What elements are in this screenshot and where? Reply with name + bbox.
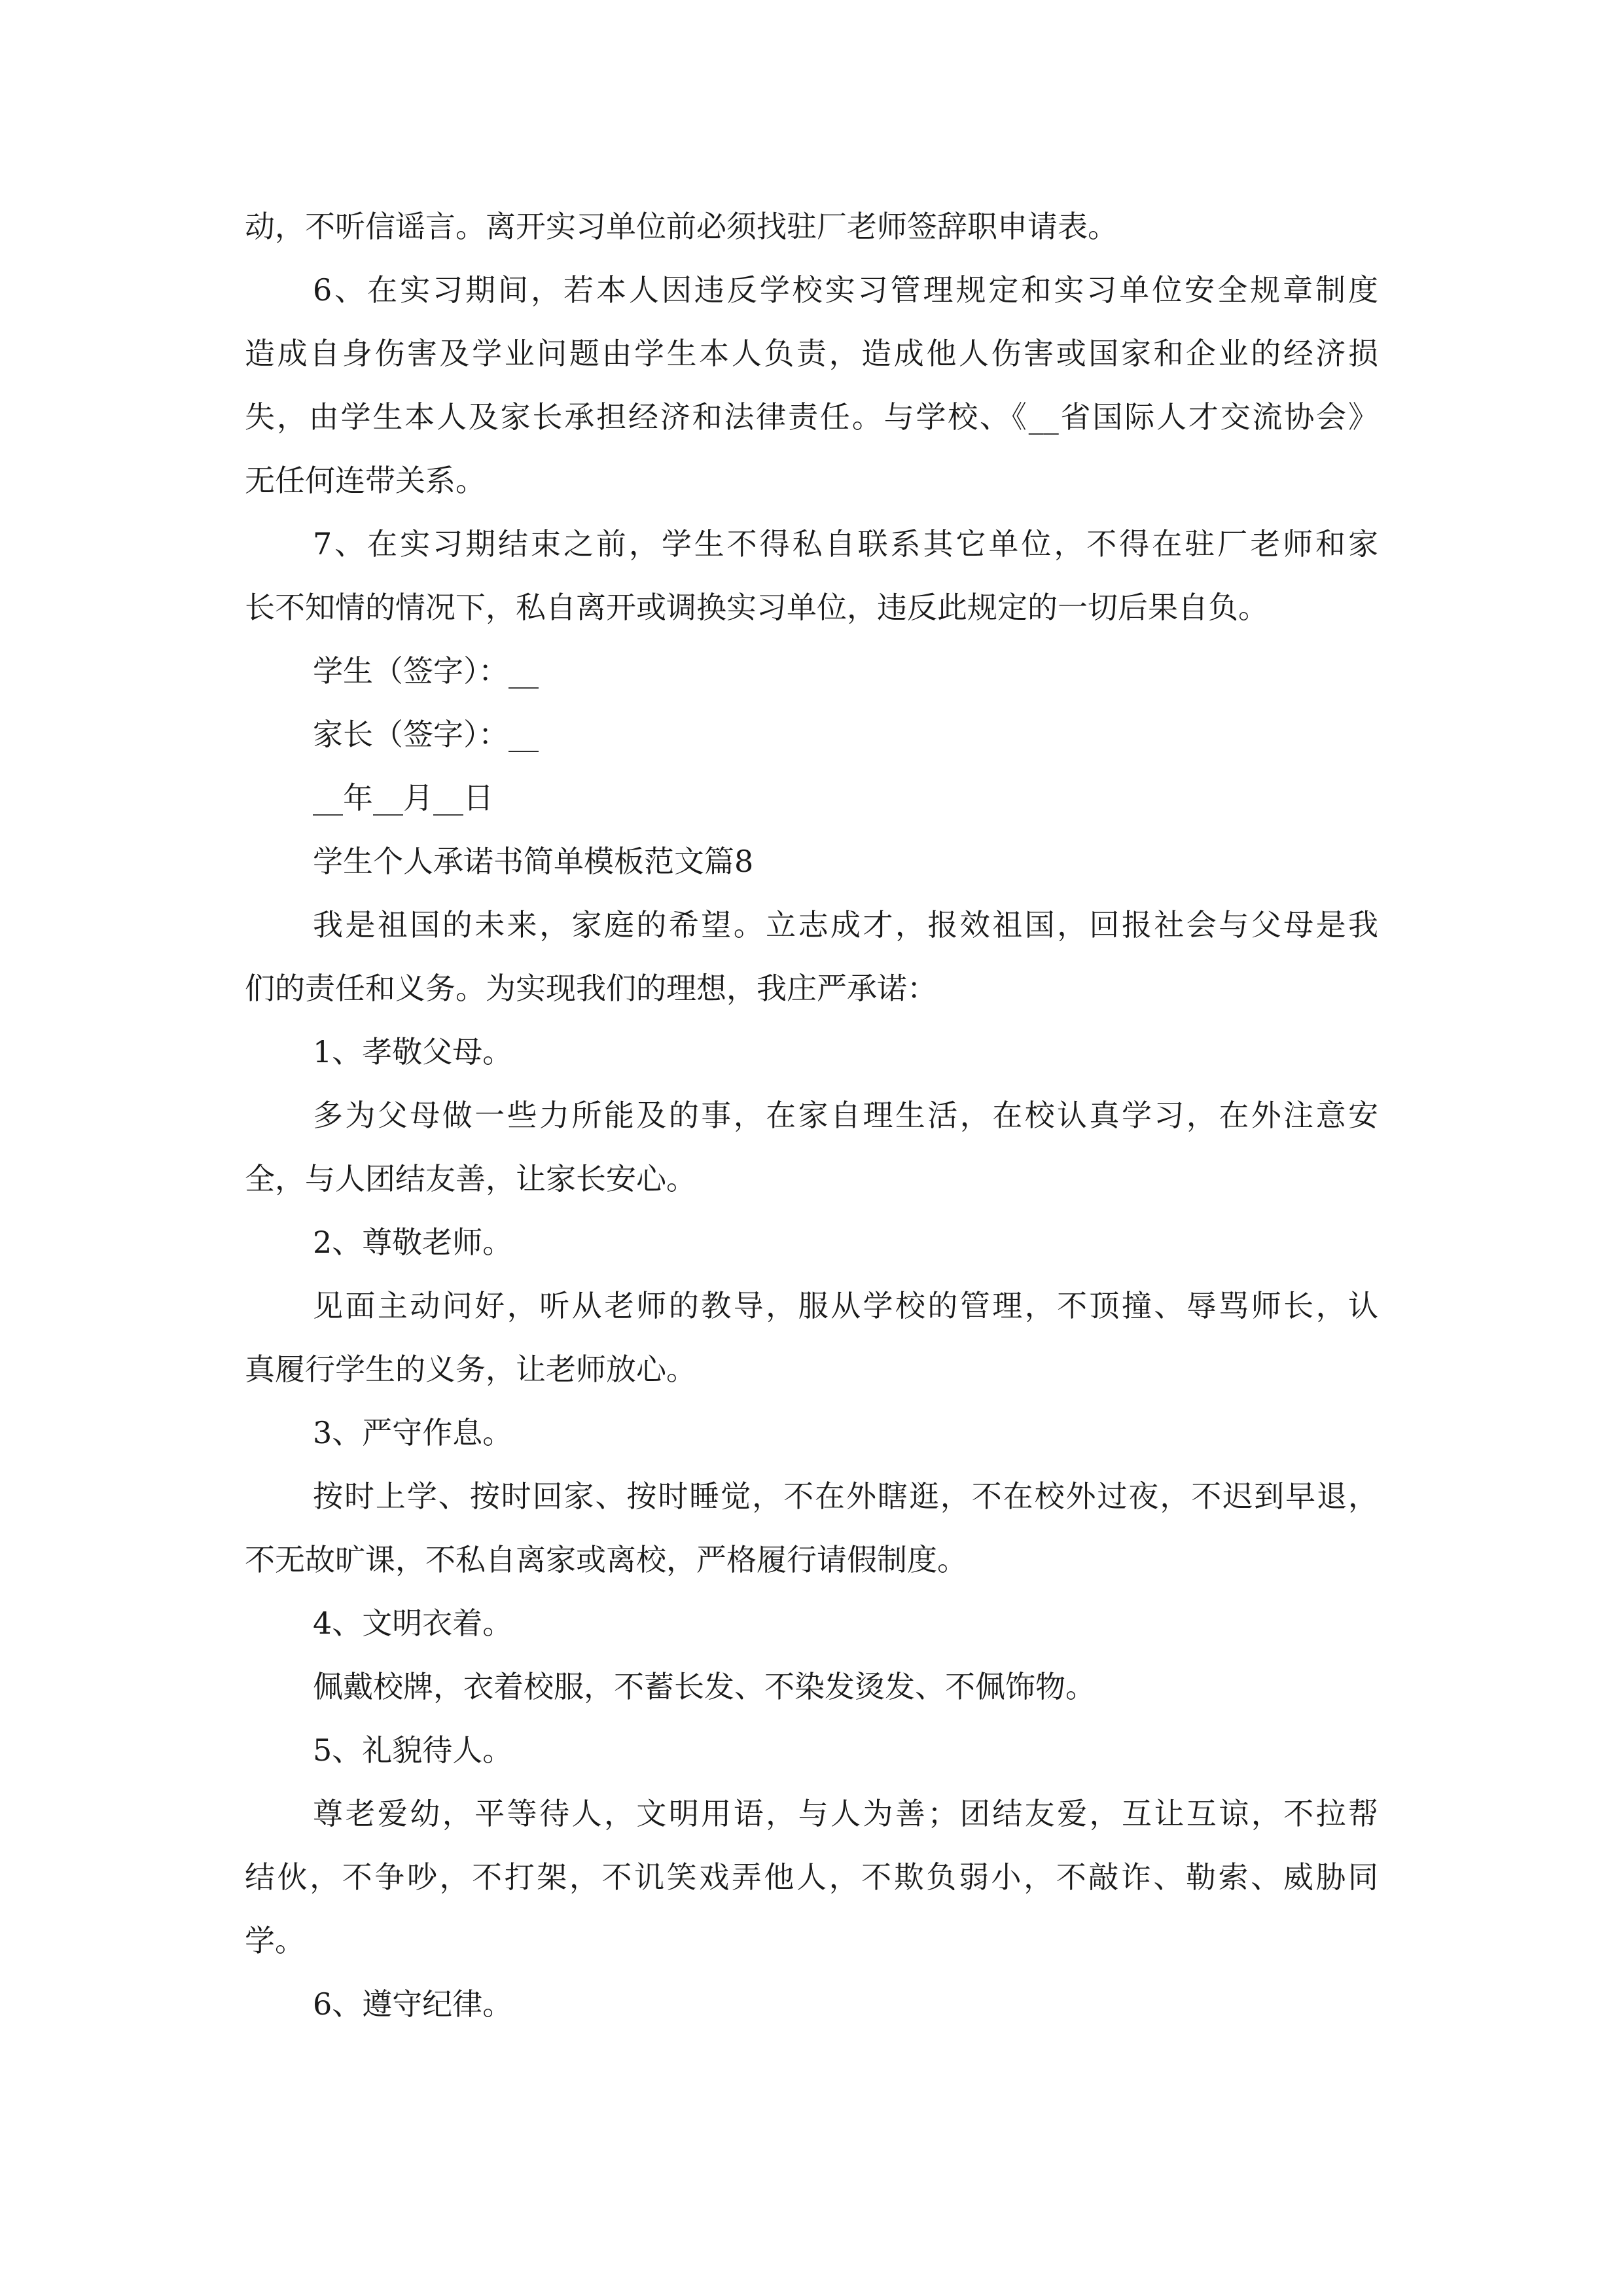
text-line: 动，不听信谣言。离开实习单位前必须找驻厂老师签辞职申请表。 xyxy=(245,209,1118,244)
text-line: 7、在实习期结束之前，学生不得私自联系其它单位，不得在驻厂老师和家 xyxy=(313,526,1378,562)
list-item-heading: 4、文明衣着。 xyxy=(313,1605,513,1641)
text-line: 全，与人团结友善，让家长安心。 xyxy=(245,1161,696,1196)
text-line: 尊老爱幼，平等待人，文明用语，与人为善；团结友爱，互让互谅，不拉帮 xyxy=(313,1796,1378,1831)
list-item-heading: 5、礼貌待人。 xyxy=(313,1732,513,1768)
date-line: __年__月__日 xyxy=(313,780,493,816)
text-line: 长不知情的情况下，私自离开或调换实习单位，违反此规定的一切后果自负。 xyxy=(245,590,1268,625)
document-body xyxy=(245,195,1378,2036)
text-line: 造成自身伤害及学业问题由学生本人负责，造成他人伤害或国家和企业的经济损 xyxy=(245,336,1378,371)
text-line: 不无故旷课，不私自离家或离校，严格履行请假制度。 xyxy=(245,1542,967,1577)
text-line: 无任何连带关系。 xyxy=(245,463,486,498)
text-line: 们的责任和义务。为实现我们的理想，我庄严承诺： xyxy=(245,971,937,1006)
text-line: 按时上学、按时回家、按时睡觉，不在外瞎逛，不在校外过夜，不迟到早退， xyxy=(313,1479,1378,1514)
text-line: 学。 xyxy=(245,1923,305,1958)
text-line: 佩戴校牌，衣着校服，不蓄长发、不染发烫发、不佩饰物。 xyxy=(313,1669,1096,1704)
list-item-heading: 2、尊敬老师。 xyxy=(313,1225,513,1260)
list-item-heading: 3、严守作息。 xyxy=(313,1415,513,1450)
list-item-heading: 6、遵守纪律。 xyxy=(313,1986,513,2022)
list-item-heading: 1、孝敬父母。 xyxy=(313,1034,513,1069)
text-line: 见面主动问好，听从老师的教导，服从学校的管理，不顶撞、辱骂师长，认 xyxy=(313,1288,1378,1323)
text-line: 失，由学生本人及家长承担经济和法律责任。与学校、《__省国际人才交流协会》 xyxy=(245,399,1378,435)
text-line: 多为父母做一些力所能及的事，在家自理生活，在校认真学习，在外注意安 xyxy=(313,1098,1378,1133)
signature-line-student: 学生（签字）：__ xyxy=(313,653,539,689)
section-heading: 学生个人承诺书简单模板范文篇8 xyxy=(313,844,754,879)
text-line: 结伙，不争吵，不打架，不讥笑戏弄他人，不欺负弱小，不敲诈、勒索、威胁同 xyxy=(245,1859,1378,1895)
signature-line-parent: 家长（签字）：__ xyxy=(313,717,539,752)
text-line: 真履行学生的义务，让老师放心。 xyxy=(245,1352,696,1387)
text-line: 我是祖国的未来，家庭的希望。立志成才，报效祖国，回报社会与父母是我 xyxy=(313,907,1378,942)
text-line: 6、在实习期间，若本人因违反学校实习管理规定和实习单位安全规章制度 xyxy=(313,272,1378,308)
